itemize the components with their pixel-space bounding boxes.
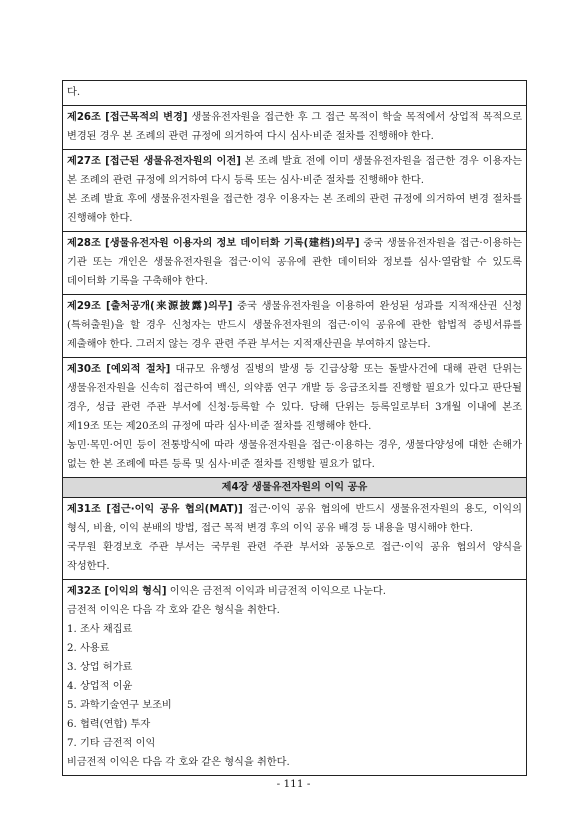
- article-31-text: 접근·이익 공유 협의에 반드시 생물유전자원의 용도, 이익의 형식, 비율, 이익 분배의 방법, 접근 목적 변경 후의 이익 공유 배경 등 내용을 명시해야 한다.: [67, 504, 522, 534]
- article-27: [63, 150, 526, 232]
- article-30-paragraph-2: 농민·목민·어민 등이 전통방식에 따라 생물유전자원을 접근·이용하는 경우, 생물다양성에 대한 손해가 없는 한 본 조례에 따른 등록 및 심사·비준 절차를 진행할 필요가 없다.: [67, 440, 522, 470]
- article-26-text: 생물유전자원을 접근한 후 그 접근 목적이 학술 목적에서 상업적 목적으로 변경된 경우 본 조례의 관련 규정에 의거하여 다시 심사·비준 절차를 진행해야 한다.: [67, 112, 522, 142]
- document-table: [62, 80, 527, 776]
- article-28-text: 중국 생물유전자원을 접근·이용하는 기관 또는 개인은 생물유전자원을 접근·이익 공유에 관한 데이터와 정보를 심사·열람할 수 있도록 데이터화 기록을 구축해야 한다.: [67, 238, 522, 287]
- article-29: [63, 295, 526, 358]
- article-30-heading: 제30조 [예외적 절차]: [67, 364, 171, 375]
- article-27-heading: 제27조 [접근된 생물유전자원의 이전]: [67, 156, 241, 167]
- article-30: [63, 358, 526, 478]
- page-number: - 111 -: [276, 778, 311, 790]
- list-item: 2. 사용료: [67, 643, 110, 654]
- list-item: 1. 조사 채집료: [67, 624, 133, 635]
- list-item: 5. 과학기술연구 보조비: [67, 700, 172, 711]
- article-29-heading: 제29조 [출처공개(来源披露)의무]: [67, 301, 233, 312]
- article-31: [63, 498, 526, 580]
- continued-text: 다.: [67, 87, 81, 98]
- list-item: 7. 기타 금전적 이익: [67, 738, 156, 749]
- article-29-text: 중국 생물유전자원을 이용하여 완성된 성과를 지적재산권 신청(특허출원)을 할 경우 신청자는 반드시 생물유전자원의 접근·이익 공유에 관한 합법적 증빙서류를 제출해야 한다. 그러지 않는 경우 관련 주관 부서는 지적재산권을 부여하지 않는다.: [67, 301, 522, 350]
- article-32-outro: 비금전적 이익은 다음 각 호와 같은 형식을 취한다.: [67, 757, 290, 768]
- article-26: [63, 106, 526, 150]
- article-30-text: 대규모 유행성 질병의 발생 등 긴급상황 또는 돌발사건에 대해 관련 단위는 생물유전자원을 신속히 접근하여 백신, 의약품 연구 개발 등 응급조치를 진행할 필요가 있다고 판단될 경우, 성급 관련 주관 부서에 신청·등록할 수 있다. 당해 단위는 등록일로부터 3개월 이내에 본조 제19조 또는 제20조의 규정에 따라 심사·비준 절차를 진행해야 한다.: [67, 364, 522, 432]
- article-32-intro: 금전적 이익은 다음 각 호와 같은 형식을 취한다.: [67, 605, 280, 616]
- list-item: 4. 상업적 이윤: [67, 681, 133, 692]
- article-31-paragraph-2: 국무원 환경보호 주관 부서는 국무원 관련 주관 부서와 공동으로 접근·이익 공유 협의서 양식을 작성한다.: [67, 542, 522, 572]
- article-32-heading: 제32조 [이익의 형식]: [67, 586, 167, 597]
- list-item: 6. 협력(연합) 투자: [67, 719, 151, 730]
- article-27-paragraph-2: 본 조례 발효 후에 생물유전자원을 접근한 경우 이용자는 본 조례의 관련 규정에 의거하여 변경 절차를 진행해야 한다.: [67, 194, 522, 224]
- article-32: [63, 580, 526, 776]
- article-32-text: 이익은 금전적 이익과 비금전적 이익으로 나눈다.: [166, 586, 386, 597]
- list-item: 3. 상업 허가료: [67, 662, 133, 673]
- article-26-heading: 제26조 [접근목적의 변경]: [67, 112, 188, 123]
- article-28: [63, 232, 526, 295]
- article-28-heading: 제28조 [생물유전자원 이용자의 정보 데이터화 기록(建档)의무]: [67, 238, 360, 249]
- article-27-text: 본 조례 발효 전에 이미 생물유전자원을 접근한 경우 이용자는 본 조례의 관련 규정에 의거하여 다시 등록 또는 심사·비준 절차를 진행해야 한다.: [67, 156, 523, 186]
- continued-text-row: [63, 81, 526, 106]
- article-31-heading: 제31조 [접근·이익 공유 협의(MAT)]: [67, 504, 243, 515]
- chapter-4-heading: 제4장 생물유전자원의 이익 공유: [63, 478, 526, 498]
